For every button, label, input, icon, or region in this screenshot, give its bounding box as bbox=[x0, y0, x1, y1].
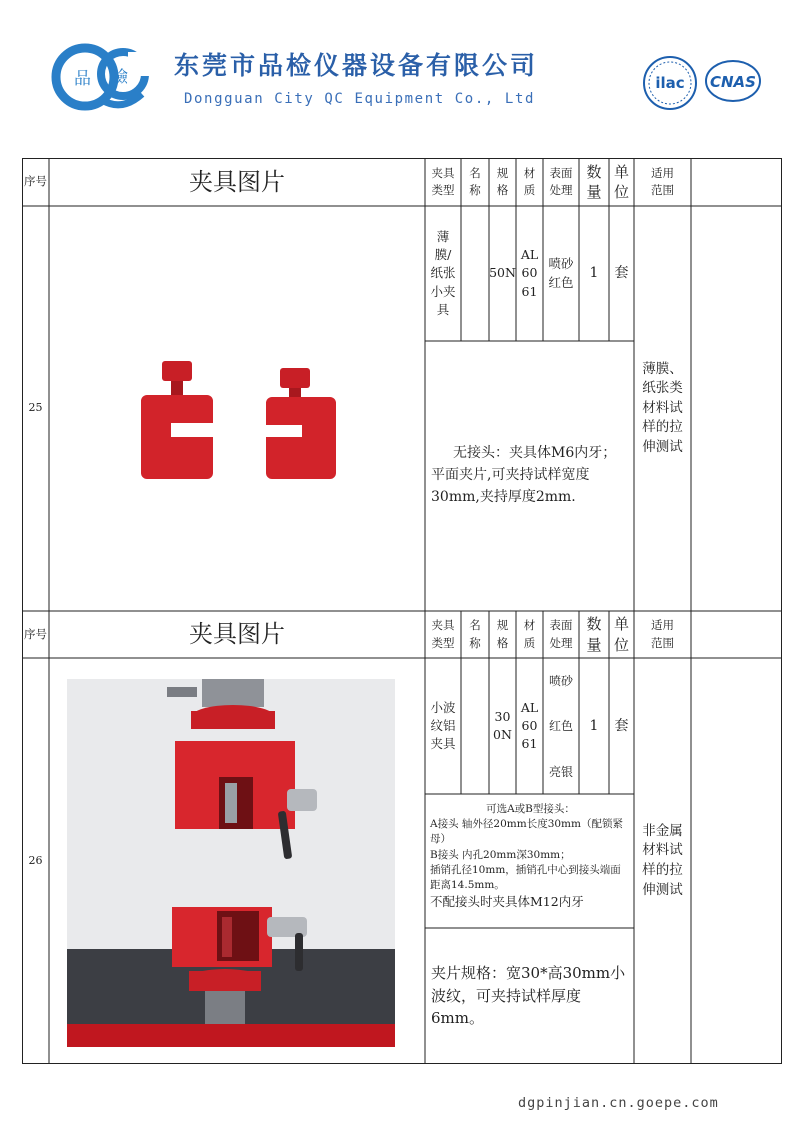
header2-spec: 规格 bbox=[496, 618, 509, 650]
header2-qty: 数量 bbox=[586, 615, 602, 654]
header-surface: 表面处理 bbox=[549, 165, 573, 197]
cnas-text: CNAS bbox=[710, 73, 756, 91]
row-25-scope: 薄膜、纸张类材料试样的拉伸测试 bbox=[642, 360, 683, 455]
row-26-desc-line-1: 可选A或B型接头： bbox=[486, 803, 575, 815]
header2-image: 夹具图片 bbox=[189, 620, 285, 649]
header2-material: 材质 bbox=[523, 618, 536, 650]
row-26-scope: 非金属材料试样的拉伸测试 bbox=[642, 822, 683, 898]
row-25-seq: 25 bbox=[28, 401, 43, 415]
row-26-seq: 26 bbox=[28, 853, 43, 867]
row-26-desc-line-4: 插销孔径10mm，插销孔中心到接头端面距离14.5mm。 bbox=[430, 863, 621, 892]
row-26-type: 小波纹铝夹具 bbox=[430, 699, 456, 752]
fixture-image-25 bbox=[132, 353, 342, 503]
row-26-unit: 套 bbox=[614, 717, 629, 734]
header2-type: 夹具类型 bbox=[431, 618, 455, 650]
fixture-table bbox=[22, 158, 782, 1064]
header2-surface: 表面处理 bbox=[549, 618, 573, 650]
row-26-material: AL6061 bbox=[520, 699, 539, 752]
logo-char-1: 品 bbox=[74, 69, 91, 89]
company-name-en: Dongguan City QC Equipment Co., Ltd bbox=[184, 91, 536, 107]
row-26-spec: 300N bbox=[493, 708, 512, 742]
row-25-material: AL6061 bbox=[520, 247, 539, 299]
row-26-surface-3: 亮银 bbox=[548, 764, 573, 779]
row-26-description bbox=[425, 794, 634, 928]
row-26-surface bbox=[543, 658, 579, 794]
row-26-clamp-spec: 夹片规格：宽30*高30mm小波纹，可夹持试样厚度6mm。 bbox=[431, 964, 626, 1028]
header-qty: 数量 bbox=[586, 162, 602, 201]
logo-char-2: 檢 bbox=[112, 67, 129, 86]
header-name: 名称 bbox=[469, 165, 481, 197]
header-scope: 适用范围 bbox=[651, 165, 674, 197]
row-25-qty: 1 bbox=[589, 265, 599, 282]
header-seq: 序号 bbox=[24, 174, 47, 189]
header-unit: 单位 bbox=[614, 162, 630, 201]
row-25-spec: 50N bbox=[489, 265, 516, 281]
company-name-cn: 东莞市品检仪器设备有限公司 bbox=[174, 51, 539, 80]
header2-scope: 适用范围 bbox=[651, 618, 674, 650]
row-25-type: 薄膜/纸张小夹具 bbox=[430, 229, 456, 317]
row-26-desc-line-5: 不配接头时夹具体M12内牙 bbox=[430, 894, 584, 910]
row-26-qty: 1 bbox=[589, 717, 599, 734]
header-material: 材质 bbox=[523, 165, 536, 197]
company-logo bbox=[50, 42, 150, 112]
row-26-desc-line-3: B接头 内孔20mm深30mm； bbox=[430, 848, 571, 861]
row-25-unit: 套 bbox=[614, 265, 629, 282]
header-image: 夹具图片 bbox=[189, 167, 285, 196]
ilac-logo bbox=[642, 55, 698, 111]
header-type: 夹具类型 bbox=[431, 165, 455, 197]
row-26-surface-1: 喷砂 bbox=[548, 674, 573, 689]
header2-name: 名称 bbox=[469, 618, 481, 650]
ilac-text: ilac bbox=[655, 74, 685, 92]
fixture-image-26 bbox=[67, 679, 395, 1047]
row-26-surface-2: 红色 bbox=[548, 719, 573, 734]
header-spec: 规格 bbox=[496, 165, 509, 197]
footer-url[interactable]: dgpinjian.cn.goepe.com bbox=[518, 1095, 719, 1111]
header2-unit: 单位 bbox=[614, 615, 630, 654]
cnas-logo bbox=[704, 58, 762, 104]
row-25-description: 无接头：夹具体M6内牙；平面夹片,可夹持试样宽度30mm,夹持厚度2mm. bbox=[431, 445, 617, 505]
row-25-surface: 喷砂红色 bbox=[548, 256, 574, 290]
row-26-desc-line-2: A接头 轴外径20mm长度30mm（配锁紧母） bbox=[430, 818, 623, 846]
header2-seq: 序号 bbox=[24, 626, 47, 641]
